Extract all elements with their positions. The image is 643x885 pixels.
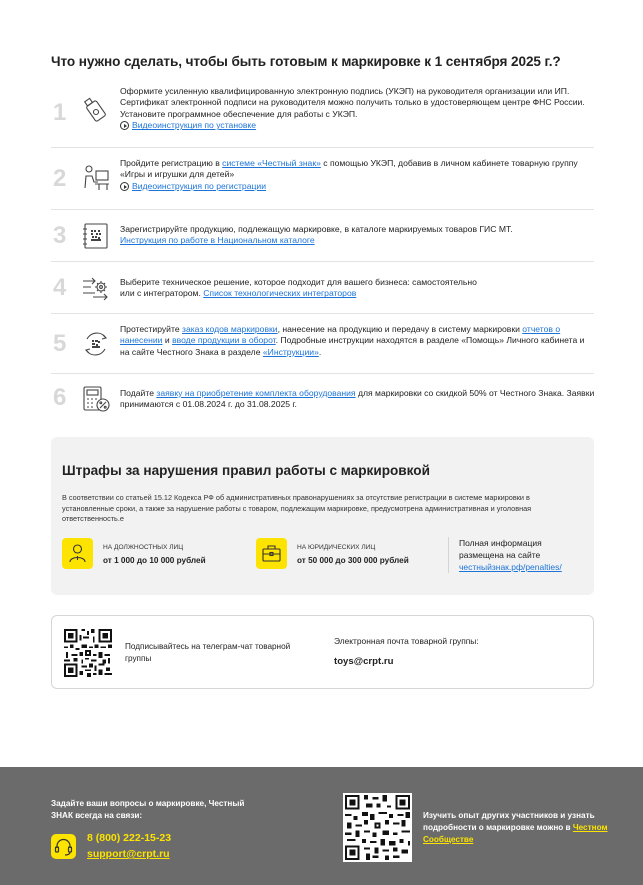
footer [0, 767, 643, 885]
step-1 [51, 82, 594, 148]
officials-badge [62, 538, 93, 569]
play-icon [120, 121, 129, 130]
fines-card [51, 437, 594, 595]
step-number: 5 [53, 330, 67, 357]
step-number: 1 [53, 99, 67, 126]
support-email[interactable]: support@crpt.ru [87, 848, 170, 860]
penalties-link[interactable]: честныйзнак.рф/penalties/ [459, 562, 562, 572]
legal-badge [256, 538, 287, 569]
email-label: Электронная почта товарной группы: [334, 636, 479, 646]
contact-card [51, 615, 594, 689]
support-phone[interactable]: 8 (800) 222-15-23 [87, 832, 172, 844]
equipment-request-link[interactable]: заявку на приобретение комплекта оборудования [156, 388, 356, 398]
test-cycle-icon [81, 329, 111, 359]
person-icon [62, 538, 93, 569]
telegram-text: Подписывайтесь на телеграм-чат товарной группы [125, 642, 291, 663]
integrators-list-link[interactable]: Список технологических интеграторов [203, 288, 357, 299]
step-text: Подайте заявку на приобретение комплекта оборудования для маркировки со скидкой 50% от Честного Знака. Заявки принимаются с 01.08.2024 г. до 31.08.2025 г. [120, 388, 595, 410]
step-2 [51, 148, 594, 210]
step-number: 4 [53, 274, 67, 301]
instructions-link[interactable]: «Инструкции» [262, 346, 319, 357]
legal-value: от 50 000 до 300 000 рублей [297, 556, 409, 565]
step-5 [51, 314, 594, 374]
step-text: Оформите усиленную квалифицированную электронную подпись (УКЭП) на руководителя организации или ИП. Сертификат электронной подписи на руководителя можно получить только в удостоверяющем центре ФНС России. Установите программное обеспечение для работы с УКЭП. Видеоинструкция по установке [120, 86, 585, 131]
support-badge [51, 834, 76, 859]
step-number: 6 [53, 384, 67, 411]
fines-paragraph: В соответствии со статьей 15.12 Кодекса РФ об административных правонарушениях за отсутствие регистрации в системе маркировки в установленные сроки, а также за нарушение работы с товаром, подлежащим маркировке, предусмотрена административная и уголовная ответственность.е [62, 493, 532, 524]
catalog-datamatrix-icon [81, 221, 111, 251]
step-text: Выберите техническое решение, которое подходит для вашего бизнеса: самостоятельно или с интегратором. Список технологических интеграторов [120, 277, 477, 299]
video-install-link[interactable]: Видеоинструкция по установке [132, 120, 257, 131]
fine-legal [256, 538, 446, 572]
penalties-info: Полная информация размещена на сайте честныйзнак.рф/penalties/ [448, 537, 588, 573]
step-6 [51, 374, 594, 424]
page-title: Что нужно сделать, чтобы быть готовым к маркировке к 1 сентября 2025 г.? [51, 54, 561, 69]
integration-gears-icon [81, 273, 111, 303]
community-qr-code[interactable] [343, 793, 412, 862]
fine-officials [62, 538, 242, 572]
order-codes-link[interactable]: заказ кодов маркировки [182, 324, 278, 334]
calculator-percent-icon [81, 384, 111, 414]
national-catalog-link[interactable]: Инструкция по работе в Национальном каталоге [120, 235, 315, 246]
chestny-znak-system-link[interactable]: системе «Честный знак» [222, 158, 321, 168]
group-email[interactable]: toys@crpt.ru [334, 656, 394, 667]
fines-title: Штрафы за нарушения правил работы с маркировкой [62, 463, 430, 478]
step-number: 2 [53, 165, 67, 192]
legal-label: НА ЮРИДИЧЕСКИХ ЛИЦ [297, 544, 376, 551]
briefcase-icon [256, 538, 287, 569]
community-text: Изучить опыт других участников и узнать подробности о маркировке можно в Честном Сообществе [423, 811, 608, 844]
step-text: Протестируйте заказ кодов маркировки, нанесение на продукцию и передачу в систему маркировки отчетов о нанесении и вводе продукции в оборот. Подробные инструкции находятся в разделе «Помощь» Личного кабинета и на сайте Честного Знака в разделе «Инструкции». [120, 324, 585, 357]
footer-question: Задайте ваши вопросы о маркировке, Честный ЗНАК всегда на связи: [51, 799, 245, 820]
commissioning-link[interactable]: вводе продукции в оборот [172, 335, 276, 346]
step-number: 3 [53, 222, 67, 249]
officials-value: от 1 000 до 10 000 рублей [103, 556, 206, 565]
application-reports-link[interactable]: отчетов о нанесении [120, 324, 561, 346]
headset-icon [51, 834, 76, 859]
step-text: Пройдите регистрацию в системе «Честный знак» с помощью УКЭП, добавив в личном кабинете товарную группу «Игры и игрушки для детей» Видеоинструкция по регистрации [120, 158, 578, 191]
step-4 [51, 262, 594, 314]
play-icon [120, 182, 129, 191]
step-text: Зарегистрируйте продукцию, подлежащую маркировке, в каталоге маркируемых товаров ГИС МТ. Инструкция по работе в Национальном каталоге [120, 224, 513, 246]
telegram-qr-code[interactable] [64, 629, 112, 677]
usb-key-icon [81, 96, 111, 126]
video-registration-link[interactable]: Видеоинструкция по регистрации [132, 180, 267, 191]
officials-label: НА ДОЛЖНОСТНЫХ ЛИЦ [103, 544, 184, 551]
community-link[interactable]: Честном Сообществе [423, 822, 608, 844]
person-at-computer-icon [81, 163, 111, 193]
step-3 [51, 210, 594, 262]
